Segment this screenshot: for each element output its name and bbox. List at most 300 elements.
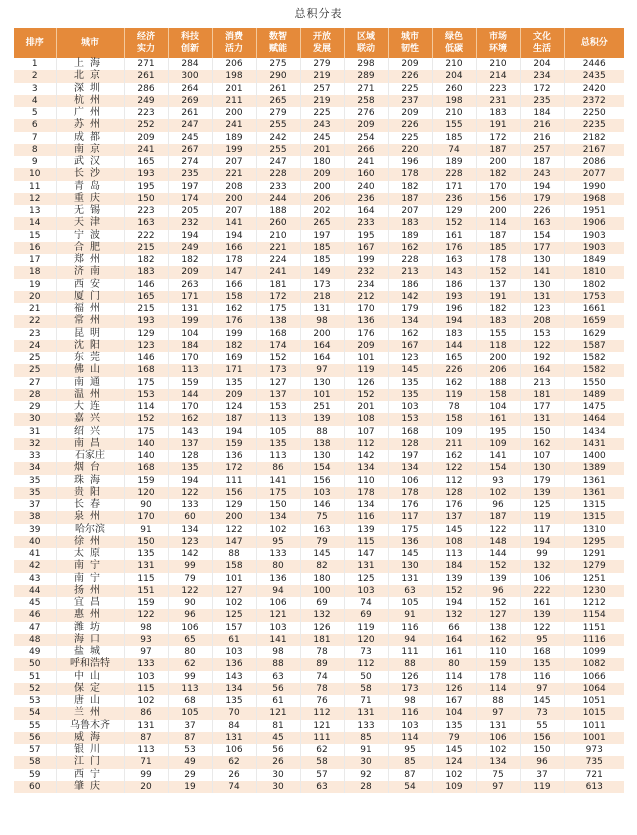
score-cell: 29	[168, 769, 212, 781]
score-cell: 165	[124, 156, 168, 168]
score-cell: 96	[168, 609, 212, 621]
score-cell: 187	[476, 144, 520, 156]
rank-cell: 51	[14, 671, 56, 683]
score-cell: 88	[476, 695, 520, 707]
score-cell: 120	[344, 634, 388, 646]
score-cell: 265	[256, 95, 300, 107]
score-cell: 84	[212, 720, 256, 732]
score-cell: 232	[344, 266, 388, 278]
score-cell: 184	[432, 560, 476, 572]
score-cell: 113	[168, 364, 212, 376]
score-cell: 182	[212, 340, 256, 352]
score-cell: 100	[300, 585, 344, 597]
score-cell: 156	[300, 475, 344, 487]
score-cell: 75	[300, 511, 344, 523]
score-cell: 112	[432, 475, 476, 487]
rank-cell: 35	[14, 487, 56, 499]
total-score-cell: 2250	[564, 107, 624, 119]
score-cell: 133	[256, 548, 300, 560]
score-cell: 298	[344, 58, 388, 70]
score-cell: 179	[520, 193, 564, 205]
city-cell: 天津	[56, 217, 124, 229]
score-cell: 182	[168, 254, 212, 266]
score-cell: 94	[388, 634, 432, 646]
total-score-cell: 1066	[564, 671, 624, 683]
score-cell: 105	[256, 426, 300, 438]
table-title: 总积分表	[294, 7, 343, 20]
rank-cell: 11	[14, 181, 56, 193]
score-cell: 236	[432, 193, 476, 205]
table-row	[14, 622, 624, 634]
table-row	[14, 707, 624, 719]
score-cell: 111	[388, 646, 432, 658]
score-cell: 133	[168, 499, 212, 511]
rank-cell: 14	[14, 217, 56, 229]
total-score-cell: 1753	[564, 291, 624, 303]
score-cell: 130	[300, 377, 344, 389]
score-cell: 135	[212, 377, 256, 389]
score-cell: 159	[212, 438, 256, 450]
rank-cell: 60	[14, 781, 56, 793]
score-cell: 241	[212, 119, 256, 131]
score-cell: 113	[256, 450, 300, 462]
city-cell: 扬州	[56, 585, 124, 597]
score-cell: 162	[520, 438, 564, 450]
score-cell: 99	[124, 769, 168, 781]
score-cell: 162	[432, 377, 476, 389]
score-cell: 209	[388, 58, 432, 70]
score-cell: 78	[300, 646, 344, 658]
score-cell: 69	[300, 597, 344, 609]
score-cell: 65	[168, 634, 212, 646]
score-cell: 300	[168, 70, 212, 82]
rank-cell: 18	[14, 266, 56, 278]
score-cell: 125	[212, 609, 256, 621]
score-cell: 191	[476, 119, 520, 131]
score-cell: 158	[212, 291, 256, 303]
score-cell: 137	[432, 511, 476, 523]
score-cell: 139	[476, 573, 520, 585]
score-cell: 251	[300, 401, 344, 413]
score-cell: 63	[256, 671, 300, 683]
table-row	[14, 83, 624, 95]
score-cell: 289	[344, 70, 388, 82]
score-cell: 96	[520, 756, 564, 768]
rank-cell: 43	[14, 573, 56, 585]
table-row	[14, 769, 624, 781]
score-cell: 243	[300, 119, 344, 131]
score-cell: 135	[212, 695, 256, 707]
score-cell: 234	[520, 70, 564, 82]
score-cell: 135	[388, 389, 432, 401]
score-cell: 186	[388, 279, 432, 291]
city-cell: 南通	[56, 377, 124, 389]
table-row	[14, 426, 624, 438]
score-cell: 90	[124, 499, 168, 511]
table-row	[14, 291, 624, 303]
score-cell: 183	[124, 266, 168, 278]
total-score-cell: 2077	[564, 168, 624, 180]
score-cell: 97	[476, 781, 520, 793]
score-cell: 153	[256, 401, 300, 413]
total-score-cell: 2372	[564, 95, 624, 107]
rank-cell: 5	[14, 107, 56, 119]
total-score-cell: 1968	[564, 193, 624, 205]
table-row	[14, 450, 624, 462]
score-cell: 198	[432, 95, 476, 107]
score-cell: 99	[520, 548, 564, 560]
score-cell: 132	[432, 609, 476, 621]
score-cell: 194	[520, 181, 564, 193]
score-cell: 102	[476, 487, 520, 499]
rank-cell: 19	[14, 279, 56, 291]
score-cell: 225	[388, 132, 432, 144]
score-cell: 158	[432, 413, 476, 425]
score-cell: 204	[520, 58, 564, 70]
table-row	[14, 462, 624, 474]
score-cell: 128	[432, 487, 476, 499]
table-row	[14, 671, 624, 683]
score-cell: 114	[388, 732, 432, 744]
score-cell: 174	[256, 340, 300, 352]
rank-cell: 22	[14, 315, 56, 327]
score-cell: 183	[388, 217, 432, 229]
table-row	[14, 254, 624, 266]
score-cell: 85	[388, 756, 432, 768]
total-score-cell: 1230	[564, 585, 624, 597]
table-row	[14, 132, 624, 144]
table-row	[14, 205, 624, 217]
total-score-cell: 1315	[564, 499, 624, 511]
score-cell: 182	[476, 168, 520, 180]
score-cell: 79	[300, 536, 344, 548]
total-score-cell: 1295	[564, 536, 624, 548]
table-row	[14, 279, 624, 291]
score-cell: 90	[168, 597, 212, 609]
score-cell: 145	[300, 548, 344, 560]
table-row	[14, 144, 624, 156]
score-cell: 144	[476, 548, 520, 560]
score-cell: 210	[432, 58, 476, 70]
score-cell: 154	[476, 462, 520, 474]
score-cell: 269	[168, 95, 212, 107]
rank-cell: 49	[14, 646, 56, 658]
rank-cell: 59	[14, 769, 56, 781]
score-cell: 241	[124, 144, 168, 156]
city-cell: 贵阳	[56, 487, 124, 499]
score-cell: 187	[388, 193, 432, 205]
rank-cell: 46	[14, 609, 56, 621]
score-cell: 152	[432, 585, 476, 597]
table-row	[14, 695, 624, 707]
score-cell: 138	[300, 438, 344, 450]
total-score-cell: 1629	[564, 328, 624, 340]
city-cell: 常州	[56, 315, 124, 327]
column-header: 数智 赋能	[256, 28, 300, 58]
score-cell: 200	[476, 352, 520, 364]
score-cell: 131	[520, 291, 564, 303]
score-cell: 178	[344, 487, 388, 499]
total-score-cell: 2182	[564, 132, 624, 144]
score-cell: 176	[212, 315, 256, 327]
score-cell: 233	[256, 181, 300, 193]
score-cell: 141	[520, 266, 564, 278]
score-cell: 126	[344, 377, 388, 389]
column-header: 开放 发展	[300, 28, 344, 58]
city-cell: 大连	[56, 401, 124, 413]
score-cell: 88	[256, 658, 300, 670]
score-cell: 129	[124, 328, 168, 340]
score-cell: 134	[344, 499, 388, 511]
score-cell: 37	[168, 720, 212, 732]
score-cell: 186	[432, 279, 476, 291]
score-cell: 221	[256, 242, 300, 254]
score-cell: 164	[432, 634, 476, 646]
score-cell: 209	[388, 107, 432, 119]
score-cell: 124	[432, 756, 476, 768]
score-cell: 119	[520, 511, 564, 523]
score-cell: 207	[212, 205, 256, 217]
score-cell: 116	[388, 622, 432, 634]
score-cell: 266	[344, 144, 388, 156]
score-cell: 215	[124, 303, 168, 315]
table-row	[14, 230, 624, 242]
table-row	[14, 242, 624, 254]
score-cell: 226	[388, 119, 432, 131]
score-cell: 195	[476, 426, 520, 438]
rank-cell: 3	[14, 83, 56, 95]
score-cell: 130	[388, 560, 432, 572]
table-row	[14, 511, 624, 523]
score-cell: 276	[344, 107, 388, 119]
score-cell: 131	[388, 573, 432, 585]
score-cell: 176	[432, 242, 476, 254]
city-cell: 哈尔滨	[56, 524, 124, 536]
city-cell: 徐州	[56, 536, 124, 548]
score-cell: 213	[520, 377, 564, 389]
score-cell: 37	[520, 769, 564, 781]
score-cell: 86	[124, 707, 168, 719]
rank-cell: 13	[14, 205, 56, 217]
total-score-cell: 2446	[564, 58, 624, 70]
score-cell: 159	[476, 658, 520, 670]
score-cell: 122	[124, 609, 168, 621]
score-cell: 114	[124, 401, 168, 413]
score-cell: 103	[300, 487, 344, 499]
score-cell: 116	[344, 511, 388, 523]
table-row	[14, 193, 624, 205]
score-cell: 101	[300, 389, 344, 401]
table-row	[14, 487, 624, 499]
score-cell: 73	[344, 646, 388, 658]
score-cell: 153	[124, 389, 168, 401]
score-cell: 194	[168, 230, 212, 242]
score-cell: 112	[344, 658, 388, 670]
score-cell: 139	[520, 487, 564, 499]
score-cell: 28	[344, 781, 388, 793]
table-row	[14, 107, 624, 119]
table-row	[14, 658, 624, 670]
score-cell: 157	[212, 622, 256, 634]
total-score-cell: 1361	[564, 487, 624, 499]
table-row	[14, 475, 624, 487]
score-cell: 168	[388, 426, 432, 438]
score-cell: 138	[256, 315, 300, 327]
score-cell: 119	[344, 622, 388, 634]
rank-cell: 28	[14, 389, 56, 401]
score-cell: 171	[432, 181, 476, 193]
score-cell: 210	[256, 230, 300, 242]
score-cell: 261	[124, 70, 168, 82]
table-row	[14, 609, 624, 621]
score-cell: 109	[432, 781, 476, 793]
score-cell: 107	[520, 450, 564, 462]
score-cell: 73	[520, 707, 564, 719]
total-score-cell: 1906	[564, 217, 624, 229]
score-cell: 142	[168, 548, 212, 560]
score-cell: 134	[344, 462, 388, 474]
score-cell: 116	[388, 707, 432, 719]
rank-cell: 52	[14, 683, 56, 695]
score-cell: 128	[168, 450, 212, 462]
score-cell: 30	[256, 781, 300, 793]
score-cell: 78	[432, 401, 476, 413]
score-cell: 261	[168, 107, 212, 119]
score-cell: 185	[432, 132, 476, 144]
score-cell: 88	[300, 426, 344, 438]
total-score-cell: 1400	[564, 450, 624, 462]
score-cell: 125	[520, 499, 564, 511]
table-row	[14, 95, 624, 107]
score-cell: 127	[212, 585, 256, 597]
score-cell: 167	[432, 695, 476, 707]
score-cell: 102	[212, 597, 256, 609]
score-cell: 154	[300, 462, 344, 474]
city-cell: 北京	[56, 70, 124, 82]
score-cell: 198	[212, 70, 256, 82]
table-row	[14, 781, 624, 793]
score-cell: 68	[168, 695, 212, 707]
total-score-cell: 1582	[564, 352, 624, 364]
city-cell: 福州	[56, 303, 124, 315]
score-cell: 163	[124, 217, 168, 229]
rank-cell: 38	[14, 511, 56, 523]
score-cell: 98	[388, 695, 432, 707]
rank-cell: 42	[14, 560, 56, 572]
score-cell: 224	[256, 254, 300, 266]
score-cell: 145	[388, 364, 432, 376]
score-cell: 57	[300, 769, 344, 781]
table-row	[14, 217, 624, 229]
score-cell: 183	[432, 328, 476, 340]
score-cell: 26	[212, 769, 256, 781]
score-cell: 235	[520, 95, 564, 107]
rank-cell: 37	[14, 499, 56, 511]
score-cell: 159	[168, 377, 212, 389]
score-cell: 200	[300, 328, 344, 340]
score-cell: 131	[344, 560, 388, 572]
city-cell: 长春	[56, 499, 124, 511]
score-cell: 184	[168, 340, 212, 352]
score-cell: 204	[432, 70, 476, 82]
table-row	[14, 328, 624, 340]
score-cell: 247	[168, 119, 212, 131]
score-cell: 135	[124, 548, 168, 560]
score-cell: 80	[432, 658, 476, 670]
score-cell: 164	[300, 352, 344, 364]
score-cell: 61	[256, 695, 300, 707]
column-header: 市场 环境	[476, 28, 520, 58]
score-cell: 111	[212, 475, 256, 487]
score-cell: 195	[124, 181, 168, 193]
score-cell: 162	[388, 328, 432, 340]
score-cell: 178	[476, 254, 520, 266]
score-cell: 149	[300, 266, 344, 278]
score-cell: 45	[256, 732, 300, 744]
score-table	[14, 28, 624, 793]
score-cell: 152	[256, 352, 300, 364]
score-cell: 97	[124, 646, 168, 658]
score-cell: 150	[256, 499, 300, 511]
rank-cell: 30	[14, 413, 56, 425]
city-cell: 宁波	[56, 230, 124, 242]
score-cell: 49	[168, 756, 212, 768]
score-cell: 200	[476, 205, 520, 217]
city-cell: 无锡	[56, 205, 124, 217]
column-header: 文化 生活	[520, 28, 564, 58]
table-body	[14, 58, 624, 793]
score-cell: 206	[476, 364, 520, 376]
score-cell: 87	[388, 769, 432, 781]
city-cell: 太原	[56, 548, 124, 560]
score-cell: 166	[212, 242, 256, 254]
score-cell: 103	[256, 622, 300, 634]
rank-cell: 44	[14, 585, 56, 597]
score-cell: 226	[520, 205, 564, 217]
score-cell: 76	[300, 695, 344, 707]
score-cell: 74	[344, 597, 388, 609]
score-cell: 209	[344, 119, 388, 131]
score-cell: 161	[432, 230, 476, 242]
score-cell: 223	[124, 107, 168, 119]
score-cell: 97	[476, 707, 520, 719]
score-cell: 56	[256, 744, 300, 756]
total-score-cell: 1661	[564, 303, 624, 315]
score-cell: 241	[344, 156, 388, 168]
score-cell: 225	[300, 107, 344, 119]
score-cell: 91	[388, 609, 432, 621]
score-cell: 146	[124, 279, 168, 291]
rank-cell: 15	[14, 230, 56, 242]
score-cell: 165	[432, 352, 476, 364]
score-cell: 106	[520, 573, 564, 585]
score-cell: 131	[168, 303, 212, 315]
total-score-cell: 1587	[564, 340, 624, 352]
score-cell: 141	[476, 450, 520, 462]
total-score-cell: 1550	[564, 377, 624, 389]
total-score-cell: 1802	[564, 279, 624, 291]
score-cell: 125	[344, 573, 388, 585]
score-cell: 147	[344, 548, 388, 560]
score-cell: 136	[388, 536, 432, 548]
score-cell: 95	[388, 744, 432, 756]
score-cell: 112	[344, 438, 388, 450]
score-cell: 164	[300, 340, 344, 352]
score-cell: 228	[432, 168, 476, 180]
score-cell: 62	[300, 744, 344, 756]
score-cell: 176	[388, 499, 432, 511]
table-row	[14, 597, 624, 609]
